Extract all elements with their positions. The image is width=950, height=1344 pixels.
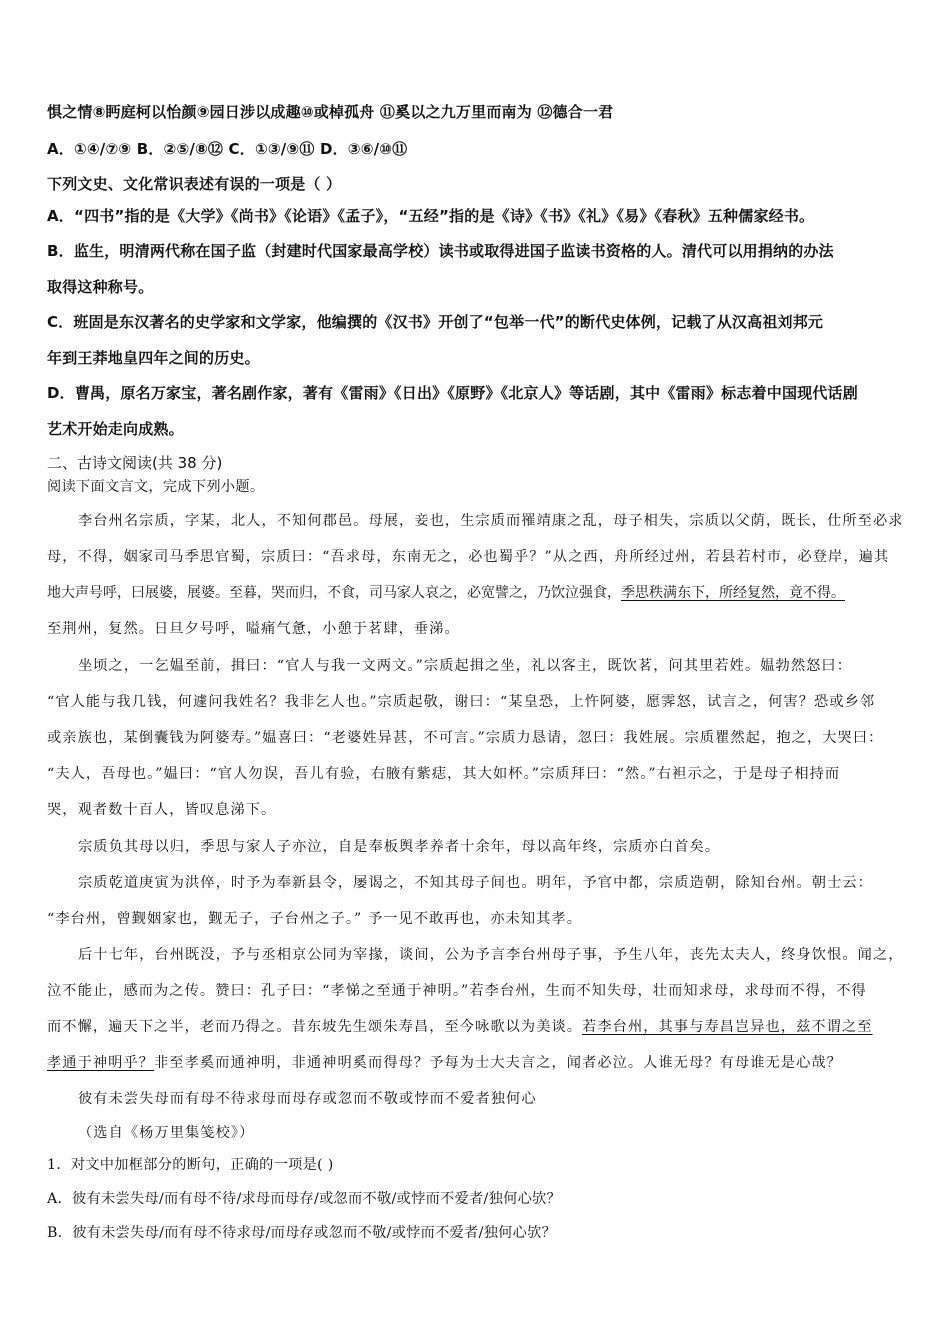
section-heading: 二、古诗文阅读(共 38 分) — [47, 454, 223, 472]
option-a: A．“四书”指的是《大学》《尚书》《论语》《孟子》，“五经”指的是《诗》《书》《礼》《易》《春秋》五种儒家经书。 — [47, 207, 815, 225]
boxed-passage-line: 彼有未尝失母而有母不待求母而母存或忽而不敬或悖而不爱者独何心 — [78, 1091, 537, 1107]
passage-line: “夫人，吾母也。”媪曰：“官人勿误，吾儿有验，右腋有紫痣，其大如杯。”宗质拜曰：“然。”右袒示之，于是母子相持而 — [47, 766, 841, 782]
underlined-sentence: 孝通于神明乎？ — [47, 1055, 155, 1071]
reading-instruction: 阅读下面文言文，完成下列小题。 — [47, 479, 265, 495]
option-d-line-2: 艺术开始走向成熟。 — [47, 420, 184, 438]
passage-line: 至荆州，复然。日旦夕号呼，嗌痛气惫，小憩于茗肆，垂涕。 — [47, 621, 460, 637]
passage-line: 哭，观者数十百人，皆叹息涕下。 — [47, 802, 277, 818]
question-options-continued: 惧之情⑧眄庭柯以怡颜⑨园日涉以成趣⑩或棹孤舟 ⑪奚以之九万里而南为 ⑫德合一君 — [47, 103, 614, 121]
passage-line: 或亲族也，某倒囊钱为阿婆寿。”媪喜曰：“老婆姓异甚，不可言。”宗质力恳请，忽曰：我姓展。宗质瞿然起，抱之，大哭曰： — [47, 730, 884, 746]
passage-line: 孝通于神明乎？非至孝奚而通神明，非通神明奚而得母？予每为士大夫言之，闻者必泣。人谁无母？有母谁无是心哉？ — [47, 1055, 842, 1071]
passage-line: 而不懈，遍天下之半，老而乃得之。昔东坡先生颂朱寿昌，至今咏歌以为美谈。若李台州，其事与寿昌岂异也，兹不谓之至 — [47, 1019, 873, 1035]
option-c-line-1: C．班固是东汉著名的史学家和文学家，他编撰的《汉书》开创了“包举一代”的断代史体例，记载了从汉高祖刘邦元 — [47, 313, 824, 331]
passage-line: 泣不能止，感而为之传。赞曰：孔子曰：“孝悌之至通于神明。”若李台州，生而不知失母，壮而知求母，求母而不得，不得 — [47, 983, 867, 999]
question-stem: 下列文史、文化常识表述有误的一项是（ ） — [47, 175, 342, 193]
option-d-line-1: D．曹禺，原名万家宝，著名剧作家，著有《雷雨》《日出》《原野》《北京人》等话剧，其中《雷雨》标志着中国现代话剧 — [47, 384, 858, 402]
passage-line: 宗质乾道庚寅为洪倅，时予为奉新县令，屡谒之，不知其母子间也。明年，予官中都，宗质造朝，除知台州。朝士云： — [78, 875, 873, 891]
passage-line: “官人能与我几钱，何遽问我姓名？我非乞人也。”宗质起敬，谢曰：“某皇恐，上忤阿婆，愿霁怒，试言之，何害？恐或乡邻 — [47, 694, 876, 710]
underlined-sentence: 季思秩满东下，所经复然，竟不得。 — [621, 585, 845, 601]
question-1-option-a: A．彼有未尝失母/而有母不待/求母而母存/或忽而不敬/或悖而不爱者/独何心欤？ — [47, 1191, 562, 1207]
option-b-line-1: B．监生，明清两代称在国子监（封建时代国家最高学校）读书或取得进国子监读书资格的人。清代可以用捐纳的办法 — [47, 242, 834, 260]
passage-line: 李台州名宗质，字某，北人，不知何郡邑。母展，妾也，生宗质而罹靖康之乱，母子相失，宗质以父荫，既长，仕所至必求 — [78, 513, 904, 529]
passage-line: 母，不得，姻家司马季思官蜀，宗质曰：“吾求母，东南无之，必也蜀乎？”从之西，舟所经过州，若县若村市，必登岸，遍其 — [47, 549, 890, 565]
question-1-option-b: B．彼有未尝失母/而有母不待求母/而母存或忽而不敬/或悖而不爱者/独何心欤？ — [47, 1225, 557, 1241]
passage-source: （选自《杨万里集笺校》） — [78, 1125, 255, 1141]
passage-line: “李台州，曾觐姻家也，觐无子，子台州之子。” 予一见不敢再也，亦未知其孝。 — [47, 911, 582, 927]
question-1-stem: 1．对文中加框部分的断句，正确的一项是( ) — [47, 1157, 334, 1173]
passage-line: 地大声号呼，曰展婆，展婆。至暮，哭而归，不食，司马家人哀之，必宽譬之，乃饮泣强食，季思秩满东下，所经复然，竟不得。 — [47, 585, 845, 601]
passage-line: 宗质负其母以归，季思与家人子亦泣，自是奉板舆孝养者十余年，母以高年终，宗质亦白首矣。 — [78, 839, 721, 855]
passage-line: 坐顷之，一乞媪至前，揖曰：“官人与我一文两文。”宗质起揖之坐，礼以客主，既饮茗，问其里若姓。媪勃然怒曰： — [78, 658, 852, 674]
option-b-line-2: 取得这种称号。 — [47, 278, 154, 296]
option-c-line-2: 年到王莽地皇四年之间的历史。 — [47, 349, 260, 367]
passage-line: 后十七年，台州既没，予与丞相京公同为宰掾，谈间，公为予言李台州母子事，予生八年，丧先太夫人，终身饮恨。闻之， — [78, 947, 904, 963]
underlined-sentence: 若李台州，其事与寿昌岂异也，兹不谓之至 — [582, 1019, 873, 1035]
answer-choices-line: A．①④/⑦⑨ B．②⑤/⑧⑫ C．①③/⑨⑪ D．③⑥/⑩⑪ — [47, 140, 408, 158]
